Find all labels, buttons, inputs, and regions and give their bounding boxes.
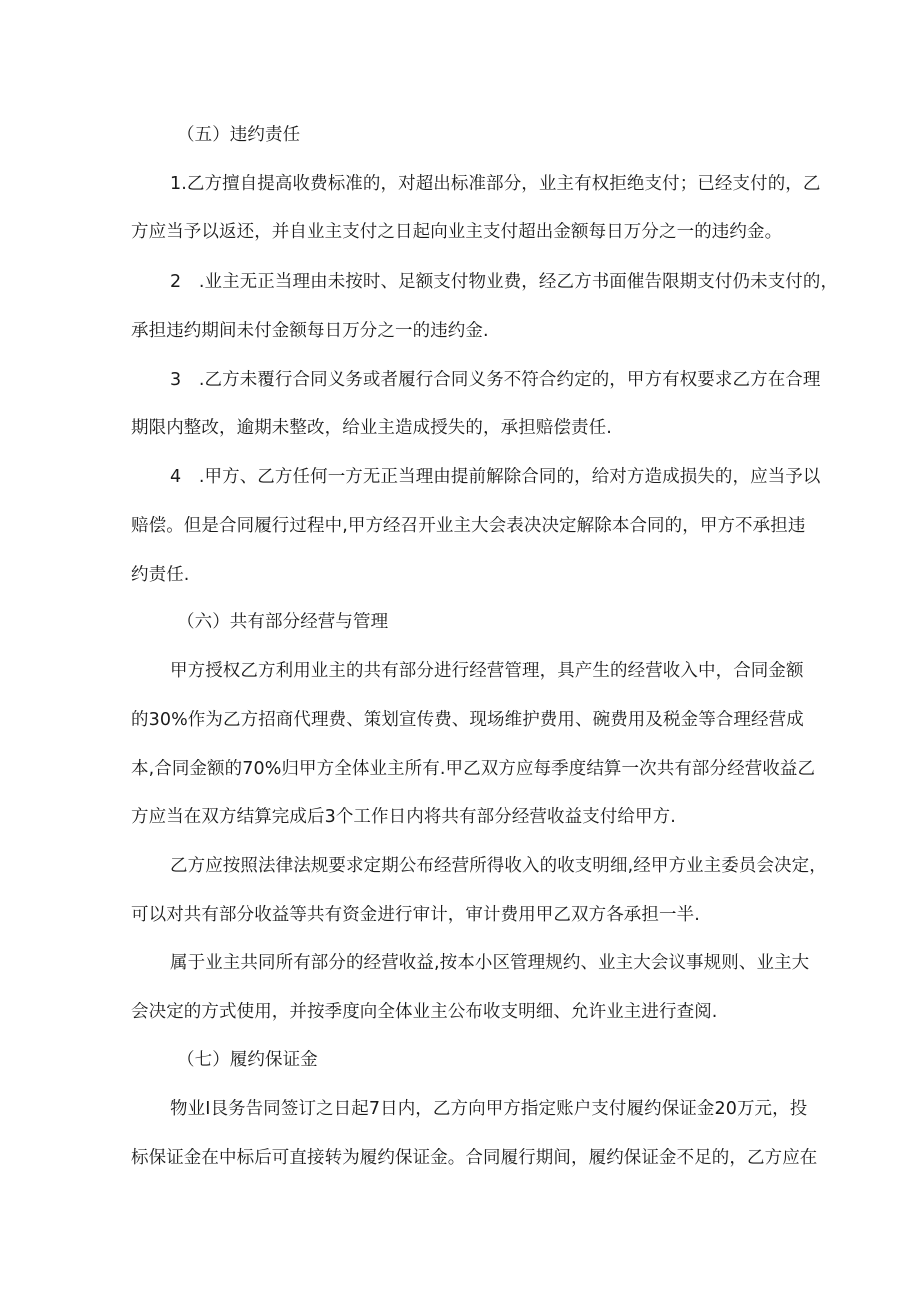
paragraph-line: 1.乙方擅自提高收费标准的，对超出标准部分，业主有权拒绝支付；已经支付的，乙: [170, 174, 821, 194]
paragraph-line: 本,合同金额的70%归甲方全体业主所有.甲乙双方应每季度结算一次共有部分经营收益乙: [131, 759, 816, 779]
paragraph-line: 属于业主共同所有部分的经营收益,按本小区管理规约、业主大会议事规则、业主大: [170, 953, 810, 973]
paragraph-line: 方应当在双方结算完成后3个工作日内将共有部分经营收益支付给甲方.: [131, 807, 676, 827]
paragraph-line: 物业I艮务告同签订之日起7日内，乙方向甲方指定账户支付履约保证金20万元，投: [170, 1099, 808, 1119]
paragraph-line: 期限内整改，逾期未整改，给业主造成授失的，承担赔偿责任.: [131, 418, 612, 438]
section-heading-breach-liability: （五）违约责任: [177, 125, 301, 145]
paragraph-line: 3 .乙方未覆行合同义务或者履行合同义务不符合约定的，甲方有权要求乙方在合理: [170, 370, 821, 390]
paragraph-line: 会决定的方式使用，并按季度向全体业主公布收支明细、允许业主进行查阅.: [131, 1002, 718, 1022]
paragraph-line: 乙方应按照法律法规要求定期公布经营所得收入的收支明细,经甲方业主委员会决定，: [170, 856, 827, 876]
paragraph-line: 方应当予以返还，并自业主支付之日起向业主支付超出金额每日万分之一的违约金。: [131, 222, 783, 242]
paragraph-line: 2 .业主无正当理由未按时、足额支付物业费，经乙方书面催告限期支付仍未支付的，: [170, 272, 839, 292]
paragraph-line: 可以对共有部分收益等共有资金进行审计，审计费用甲乙双方各承担一半.: [131, 905, 700, 925]
section-heading-performance-bond: （七）履约保证金: [177, 1050, 318, 1070]
paragraph-line: 甲方授权乙方利用业主的共有部分进行经营管理，具产生的经营收入中，合同金额: [170, 661, 804, 681]
paragraph-line: 的30%作为乙方招商代理费、策划宣传费、现场维护费用、碗费用及税金等合理经营成: [131, 710, 804, 730]
paragraph-line: 赔偿。但是合同履行过程中,甲方经召开业主大会表决决定解除本合同的，甲方不承担违: [131, 516, 806, 536]
section-heading-common-parts: （六）共有部分经营与管理: [177, 612, 389, 632]
paragraph-line: 承担违约期间未付金额每日万分之一的违约金.: [131, 321, 489, 341]
paragraph-line: 约责任.: [131, 565, 190, 585]
paragraph-line: 标保证金在中标后可直接转为履约保证金。合同履行期间，履约保证金不足的，乙方应在: [131, 1148, 818, 1168]
paragraph-line: 4 .甲方、乙方任何一方无正当理由提前解除合同的，给对方造成损失的，应当予以: [170, 467, 821, 487]
